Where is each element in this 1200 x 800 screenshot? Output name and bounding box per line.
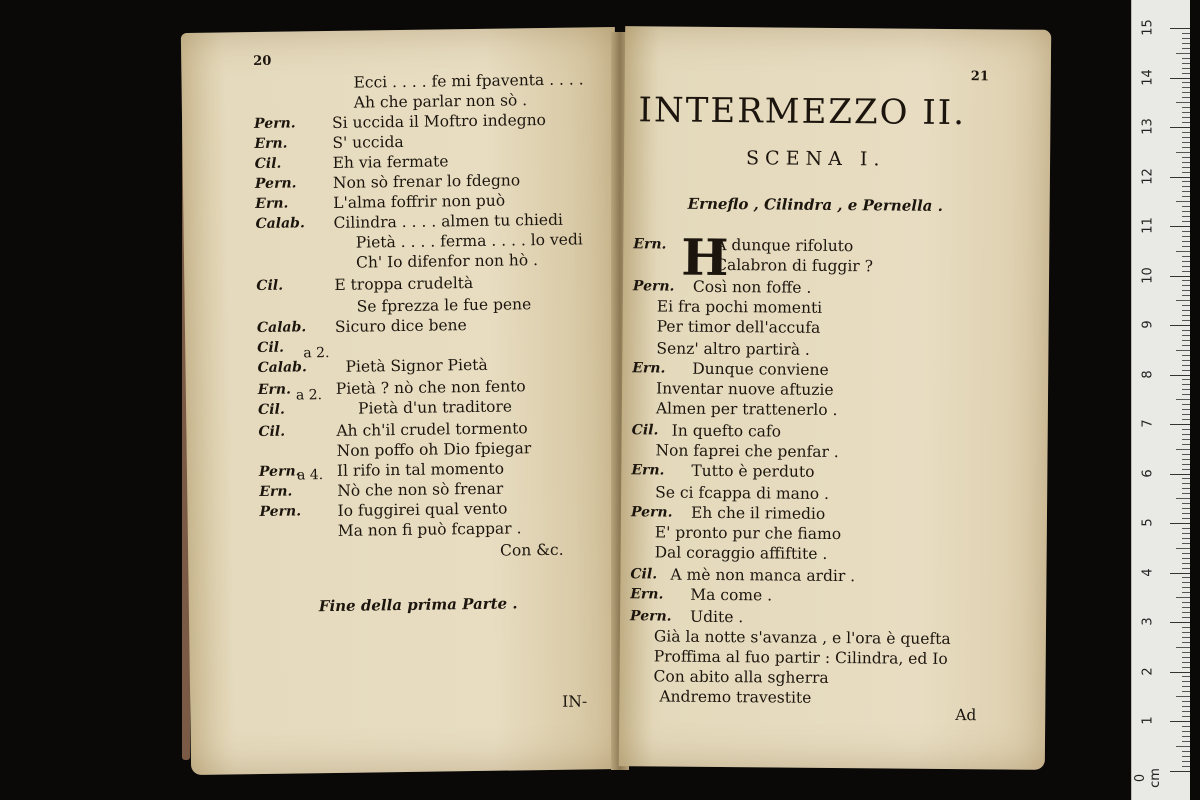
- verse-line: Se fprezza le fue pene: [356, 295, 532, 316]
- ruler-mm-tick: [1182, 667, 1190, 668]
- ruler-mm-tick: [1182, 107, 1190, 108]
- ruler-mm-tick: [1182, 612, 1190, 613]
- character-list: Erneflo , Cilindra , e Pernella .: [687, 194, 943, 215]
- speaker-label: Cil.: [254, 155, 282, 173]
- ruler-label: 6: [1140, 468, 1156, 478]
- ruler-mm-tick: [1182, 741, 1190, 742]
- ruler-mm-tick: [1182, 370, 1190, 371]
- ruler-mm-tick: [1182, 305, 1190, 306]
- verse-line: E troppa crudeltà: [334, 274, 474, 294]
- ruler-mm-tick: [1176, 201, 1190, 202]
- speaker-label: Cil.: [257, 339, 285, 357]
- speaker-label: Pern.: [630, 608, 672, 625]
- ruler-mm-tick: [1176, 548, 1190, 549]
- speaker-label: Ern.: [257, 381, 292, 399]
- ruler-mm-tick: [1182, 43, 1190, 44]
- ruler-mm-tick: [1176, 597, 1190, 598]
- ruler-mm-tick: [1182, 320, 1190, 321]
- ruler-mm-tick: [1182, 167, 1190, 168]
- ruler-mm-tick: [1182, 701, 1190, 702]
- end-of-part: Fine della prima Parte .: [318, 594, 518, 616]
- ruler-mm-tick: [1182, 256, 1190, 257]
- ruler-mm-tick: [1182, 186, 1190, 187]
- speaker-label: Ern.: [259, 483, 293, 501]
- verse-line: S' uccida: [332, 132, 404, 152]
- ruler-mm-tick: [1182, 404, 1190, 405]
- speaker-label: Ern.: [254, 135, 288, 153]
- ruler-mm-tick: [1182, 379, 1190, 380]
- ruler-mm-tick: [1182, 365, 1190, 366]
- ruler-mm-tick: [1176, 102, 1190, 103]
- ruler-mm-tick: [1182, 686, 1190, 687]
- ruler-label: 0 cm: [1133, 767, 1163, 788]
- verse-line: Non poffo oh Dio fpiegar: [336, 439, 532, 460]
- measuring-ruler: [1131, 0, 1190, 800]
- ruler-mm-tick: [1182, 241, 1190, 242]
- ruler-mm-tick: [1176, 449, 1190, 450]
- ruler-tick: [1170, 771, 1190, 772]
- ruler-mm-tick: [1182, 563, 1190, 564]
- ruler-label: 15: [1140, 19, 1156, 36]
- ruler-mm-tick: [1182, 681, 1190, 682]
- ruler-mm-tick: [1182, 607, 1190, 608]
- verse-line: Ah che parlar non sò .: [353, 91, 528, 112]
- verse-line: Eh via fermate: [332, 152, 449, 172]
- ruler-mm-tick: [1182, 627, 1190, 628]
- ruler-mm-tick: [1182, 518, 1190, 519]
- ruler-label: 14: [1140, 68, 1156, 86]
- catchword: IN-: [562, 692, 588, 711]
- ruler-mm-tick: [1182, 82, 1190, 83]
- ruler-mm-tick: [1182, 478, 1190, 479]
- ruler-tick: [1170, 523, 1190, 524]
- ruler-tick: [1170, 226, 1190, 227]
- ruler-mm-tick: [1182, 137, 1190, 138]
- speaker-label: Calab.: [255, 215, 305, 233]
- ruler-mm-tick: [1182, 642, 1190, 643]
- page-number: 21: [970, 69, 989, 85]
- speaker-label: Cil.: [631, 422, 659, 439]
- speaker-label: Pern.: [254, 175, 297, 193]
- ruler-mm-tick: [1182, 142, 1190, 143]
- verse-line: Io fuggirei qual vento: [337, 499, 508, 520]
- ruler-label: 8: [1140, 369, 1156, 379]
- ruler-mm-tick: [1182, 389, 1190, 390]
- ruler-mm-tick: [1176, 399, 1190, 400]
- speaker-label: Ern.: [632, 360, 666, 377]
- scene-heading: SCENA I.: [745, 147, 886, 171]
- ruler-mm-tick: [1182, 271, 1190, 272]
- ruler-label: 12: [1140, 167, 1156, 185]
- ruler-mm-tick: [1182, 711, 1190, 712]
- ruler-mm-tick: [1182, 617, 1190, 618]
- ruler-mm-tick: [1182, 756, 1190, 757]
- ruler-mm-tick: [1182, 68, 1190, 69]
- verse-line: Per timor dell'accufa: [656, 317, 821, 337]
- speaker-label: Pern.: [632, 278, 675, 295]
- ruler-mm-tick: [1182, 508, 1190, 509]
- speaker-label: Cil.: [630, 566, 658, 583]
- ruler-mm-tick: [1182, 637, 1190, 638]
- ruler-label: 2: [1140, 666, 1156, 676]
- verse-line: Udite .: [690, 607, 744, 627]
- ruler-mm-tick: [1182, 246, 1190, 247]
- ruler-mm-tick: [1182, 533, 1190, 534]
- ruler-mm-tick: [1182, 172, 1190, 173]
- verse-line: In quefto cafo: [671, 421, 782, 441]
- verse-line: Pietà . . . . ferma . . . . lo vedi: [355, 230, 583, 252]
- ensemble-mark: a 2.: [303, 345, 330, 362]
- ruler-mm-tick: [1182, 216, 1190, 217]
- verse-line: Calabron di fuggir ?: [715, 255, 874, 276]
- ruler-mm-tick: [1182, 38, 1190, 39]
- ruler-label: 10: [1140, 266, 1156, 284]
- ruler-mm-tick: [1182, 434, 1190, 435]
- ruler-mm-tick: [1182, 731, 1190, 732]
- ruler-mm-tick: [1182, 295, 1190, 296]
- ruler-mm-tick: [1182, 691, 1190, 692]
- ruler-tick: [1170, 474, 1190, 475]
- ruler-mm-tick: [1182, 162, 1190, 163]
- verse-line: Nò che non sò frenar: [337, 479, 504, 500]
- ruler-mm-tick: [1182, 181, 1190, 182]
- ruler-mm-tick: [1182, 355, 1190, 356]
- speaker-label: Pern.: [630, 504, 673, 521]
- ruler-mm-tick: [1182, 464, 1190, 465]
- ruler-mm-tick: [1182, 736, 1190, 737]
- ruler-mm-tick: [1182, 132, 1190, 133]
- verse-line: Pietà Signor Pietà: [345, 355, 488, 376]
- ruler-mm-tick: [1182, 394, 1190, 395]
- ruler-tick: [1170, 721, 1190, 722]
- ruler-mm-tick: [1182, 716, 1190, 717]
- ruler-mm-tick: [1182, 73, 1190, 74]
- ensemble-mark: a 4.: [296, 467, 324, 484]
- catchword: Ad: [955, 706, 977, 725]
- ruler-mm-tick: [1182, 92, 1190, 93]
- ruler-mm-tick: [1182, 652, 1190, 653]
- right-page: [619, 26, 1051, 770]
- speaker-label: Ern.: [633, 236, 667, 253]
- ruler-label: 13: [1140, 118, 1156, 135]
- ruler-mm-tick: [1182, 444, 1190, 445]
- verse-line: Inventar nuove aftuzie: [655, 379, 834, 399]
- ruler-mm-tick: [1182, 236, 1190, 237]
- verse-line: Ma come .: [690, 585, 773, 605]
- ruler-label: 4: [1140, 567, 1156, 577]
- verse-line: Con abito alla sgherra: [653, 667, 829, 687]
- ruler-mm-tick: [1182, 493, 1190, 494]
- ruler-mm-tick: [1176, 696, 1190, 697]
- verse-line: Tutto è perduto: [691, 461, 815, 481]
- ruler-mm-tick: [1182, 469, 1190, 470]
- ruler-label: 5: [1140, 518, 1156, 527]
- ruler-mm-tick: [1182, 414, 1190, 415]
- ruler-mm-tick: [1182, 488, 1190, 489]
- ruler-tick: [1170, 573, 1190, 574]
- con-etc: Con &c.: [499, 540, 564, 560]
- ruler-label: 9: [1140, 320, 1156, 329]
- verse-line: Se ci fcappa di mano .: [655, 483, 830, 503]
- ruler-mm-tick: [1182, 196, 1190, 197]
- ruler-tick: [1170, 325, 1190, 326]
- speaker-label: Ern.: [255, 195, 289, 213]
- ruler-mm-tick: [1182, 147, 1190, 148]
- speaker-label: Ern.: [631, 462, 665, 479]
- verse-line: Pietà d'un traditore: [357, 397, 513, 418]
- verse-line: Si uccida il Moftro indegno: [331, 110, 547, 132]
- ruler-mm-tick: [1182, 384, 1190, 385]
- ruler-mm-tick: [1182, 429, 1190, 430]
- speaker-label: Calab.: [257, 359, 307, 377]
- ruler-label: 3: [1140, 617, 1156, 626]
- verse-line: Almen per trattenerlo .: [655, 399, 838, 420]
- ruler-label: 7: [1140, 419, 1156, 428]
- verse-line: Ecci . . . . fe mi fpaventa . . . .: [353, 70, 584, 92]
- verse-line: Così non foffe .: [692, 277, 812, 297]
- ruler-mm-tick: [1182, 632, 1190, 633]
- verse-line: Ah ch'il crudel tormento: [336, 419, 528, 440]
- verse-line: Non sò frenar lo fdegno: [332, 171, 521, 192]
- ruler-mm-tick: [1182, 266, 1190, 267]
- verse-line: E' pronto pur che fiamo: [654, 523, 842, 544]
- ruler-mm-tick: [1182, 592, 1190, 593]
- ruler-mm-tick: [1182, 503, 1190, 504]
- ruler-mm-tick: [1182, 211, 1190, 212]
- ruler-mm-tick: [1182, 340, 1190, 341]
- speaker-label: Calab.: [256, 319, 307, 337]
- ruler-label: 11: [1140, 217, 1156, 234]
- verse-line: Senz' altro partirà .: [656, 339, 810, 359]
- ruler-mm-tick: [1182, 48, 1190, 49]
- verse-line: A dunque rifoluto: [715, 235, 854, 256]
- ruler-mm-tick: [1176, 350, 1190, 351]
- ruler-mm-tick: [1182, 543, 1190, 544]
- ruler-mm-tick: [1182, 553, 1190, 554]
- ruler-mm-tick: [1182, 766, 1190, 767]
- verse-line: L'alma foffrir non può: [333, 191, 506, 212]
- page-number: 20: [253, 53, 272, 70]
- ruler-mm-tick: [1182, 751, 1190, 752]
- ruler-mm-tick: [1182, 577, 1190, 578]
- speaker-label: Cil.: [256, 277, 284, 295]
- speaker-label: Cil.: [258, 423, 286, 441]
- ruler-mm-tick: [1182, 330, 1190, 331]
- ruler-mm-tick: [1182, 513, 1190, 514]
- ruler-mm-tick: [1182, 345, 1190, 346]
- ruler-mm-tick: [1182, 439, 1190, 440]
- ruler-mm-tick: [1182, 117, 1190, 118]
- verse-line: A mè non manca ardir .: [670, 565, 856, 586]
- ruler-mm-tick: [1182, 290, 1190, 291]
- ruler-mm-tick: [1182, 122, 1190, 123]
- verse-line: Già la notte s'avanza , e l'ora è quefta: [653, 627, 951, 649]
- ruler-mm-tick: [1182, 459, 1190, 460]
- speaker-label: Ern.: [630, 586, 664, 603]
- ruler-mm-tick: [1182, 360, 1190, 361]
- ruler-mm-tick: [1182, 206, 1190, 207]
- speaker-label: Pern.: [259, 503, 302, 521]
- ruler-mm-tick: [1182, 409, 1190, 410]
- ruler-mm-tick: [1182, 657, 1190, 658]
- verse-line: Dunque conviene: [692, 359, 829, 379]
- ruler-mm-tick: [1176, 251, 1190, 252]
- ruler-mm-tick: [1182, 285, 1190, 286]
- ruler-mm-tick: [1182, 582, 1190, 583]
- ruler-tick: [1170, 276, 1190, 277]
- verse-line: Cilindra . . . . almen tu chiedi: [333, 210, 564, 232]
- ruler-mm-tick: [1182, 157, 1190, 158]
- verse-line: Dal coraggio affiftite .: [654, 543, 828, 563]
- ruler-mm-tick: [1176, 300, 1190, 301]
- verse-line: Sicuro dice bene: [334, 316, 467, 336]
- ruler-mm-tick: [1182, 221, 1190, 222]
- ruler-mm-tick: [1182, 112, 1190, 113]
- ruler-mm-tick: [1182, 231, 1190, 232]
- ruler-tick: [1170, 424, 1190, 425]
- left-page: [181, 27, 625, 775]
- ruler-mm-tick: [1176, 498, 1190, 499]
- drop-cap: H: [680, 227, 729, 288]
- ruler-tick: [1170, 78, 1190, 79]
- verse-line: Proffima al fuo partir : Cilindra, ed Io: [653, 647, 948, 668]
- ruler-mm-tick: [1182, 335, 1190, 336]
- verse-line: Andremo travestite: [659, 687, 812, 707]
- speaker-label: Pern.: [258, 463, 301, 481]
- ruler-mm-tick: [1182, 33, 1190, 34]
- ruler-mm-tick: [1182, 419, 1190, 420]
- ruler-tick: [1170, 375, 1190, 376]
- ruler-mm-tick: [1182, 726, 1190, 727]
- ruler-mm-tick: [1182, 528, 1190, 529]
- verse-line: Il rifo in tal momento: [336, 459, 505, 480]
- ruler-mm-tick: [1182, 706, 1190, 707]
- verse-line: Ei fra pochi momenti: [656, 297, 823, 317]
- ruler-mm-tick: [1176, 647, 1190, 648]
- ruler-mm-tick: [1182, 538, 1190, 539]
- ruler-tick: [1170, 177, 1190, 178]
- verse-line: Eh che il rimedio: [690, 503, 826, 523]
- verse-line: Ch' Io difenfor non hò .: [355, 251, 539, 272]
- verse-line: Ma non fi può fcappar .: [337, 519, 522, 540]
- ruler-mm-tick: [1182, 97, 1190, 98]
- ruler-mm-tick: [1176, 152, 1190, 153]
- ruler-mm-tick: [1182, 87, 1190, 88]
- ruler-tick: [1170, 127, 1190, 128]
- ruler-mm-tick: [1182, 261, 1190, 262]
- ruler-mm-tick: [1182, 315, 1190, 316]
- ruler-mm-tick: [1182, 602, 1190, 603]
- ruler-mm-tick: [1182, 191, 1190, 192]
- verse-line: Non faprei che penfar .: [655, 441, 839, 462]
- ruler-tick: [1170, 622, 1190, 623]
- ruler-mm-tick: [1182, 63, 1190, 64]
- speaker-label: Cil.: [258, 401, 285, 419]
- ruler-label: 1: [1140, 716, 1156, 725]
- ruler-mm-tick: [1182, 483, 1190, 484]
- ruler-mm-tick: [1182, 568, 1190, 569]
- ruler-mm-tick: [1182, 310, 1190, 311]
- ruler-mm-tick: [1182, 280, 1190, 281]
- ensemble-mark: a 2.: [295, 387, 323, 404]
- ruler-mm-tick: [1182, 558, 1190, 559]
- ruler-mm-tick: [1182, 662, 1190, 663]
- ruler-mm-tick: [1182, 454, 1190, 455]
- ruler-mm-tick: [1176, 746, 1190, 747]
- ruler-tick: [1170, 672, 1190, 673]
- speaker-label: Pern.: [254, 115, 296, 133]
- ruler-mm-tick: [1182, 676, 1190, 677]
- ruler-mm-tick: [1182, 761, 1190, 762]
- ruler-tick: [1170, 28, 1190, 29]
- ruler-mm-tick: [1182, 58, 1190, 59]
- page-title: INTERMEZZO II.: [638, 90, 967, 134]
- ruler-mm-tick: [1176, 53, 1190, 54]
- ruler-mm-tick: [1182, 587, 1190, 588]
- verse-line: Pietà ? nò che non fento: [335, 377, 526, 398]
